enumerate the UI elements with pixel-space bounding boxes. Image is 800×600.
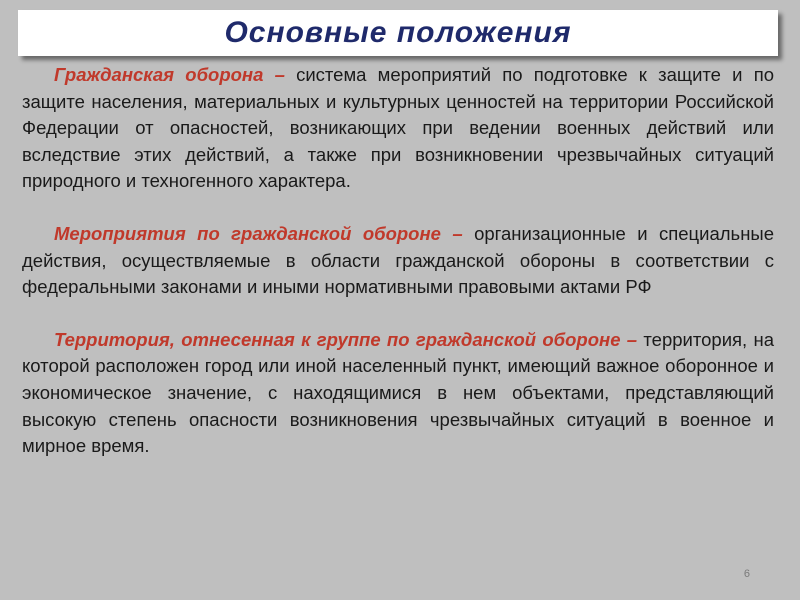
definition-territory xyxy=(22,327,774,460)
definition-text-civil-defense-measures: организационные и специальные действия, осуществляемые в области гражданской обороны в соответствии с федеральными законами и иными нормативными правовыми актами РФ xyxy=(22,222,774,298)
definition-text-territory: территория, на которой расположен город или иной населенный пункт, имеющий важное оборонное и экономическое значение, с находящимися в нем объектами, представляющий высокую степень опасности возникновения чрезвычайных ситуаций в военное и мирное время. xyxy=(22,328,774,457)
term-civil-defense: Гражданская оборона – xyxy=(54,64,297,85)
term-civil-defense-measures: Мероприятия по гражданской обороне – xyxy=(54,222,475,244)
definition-civil-defense-measures xyxy=(22,221,774,301)
slide-title: Основные положения xyxy=(224,16,572,49)
definition-civil-defense xyxy=(22,62,774,195)
term-territory: Территория, отнесенная к группе по гражданской обороне – xyxy=(54,328,644,350)
slide-content xyxy=(22,62,774,486)
definition-text-civil-defense: система мероприятий по подготовке к защите и по защите населения, материальных и культурных ценностей на территории Российской Федерации от опасностей, возникающих при ведении военных действий или вследствие этих действий, а также при возникновении чрезвычайных ситуаций природного и техногенного характера. xyxy=(22,64,774,192)
title-box xyxy=(18,10,778,56)
page-number: 6 xyxy=(743,568,750,580)
